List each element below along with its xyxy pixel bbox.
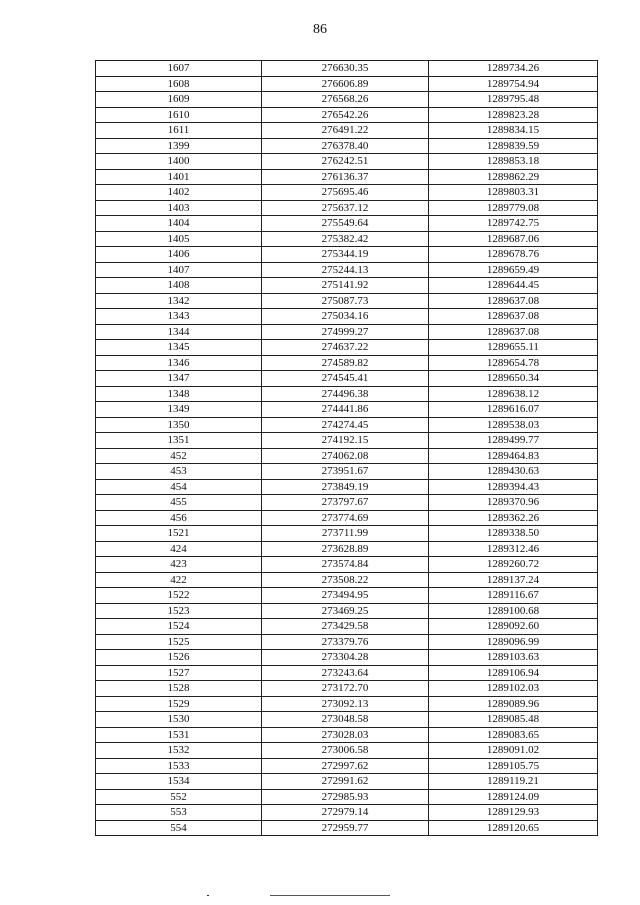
y-coordinate-cell: 1289638.12 (429, 386, 598, 402)
x-coordinate-cell: 274999.27 (262, 324, 429, 340)
table-row (96, 712, 598, 728)
table-row (96, 572, 598, 588)
table-row (96, 433, 598, 449)
y-coordinate-cell: 1289119.21 (429, 774, 598, 790)
y-coordinate-cell: 1289650.34 (429, 371, 598, 387)
point-number-cell: 422 (96, 572, 262, 588)
point-number-cell: 1525 (96, 634, 262, 650)
table-row (96, 743, 598, 759)
x-coordinate-cell: 273494.95 (262, 588, 429, 604)
point-number-cell: 554 (96, 820, 262, 836)
x-coordinate-cell: 276378.40 (262, 138, 429, 154)
y-coordinate-cell: 1289742.75 (429, 216, 598, 232)
table-row (96, 92, 598, 108)
x-coordinate-cell: 273379.76 (262, 634, 429, 650)
table-row (96, 758, 598, 774)
table-row (96, 107, 598, 123)
y-coordinate-cell: 1289362.26 (429, 510, 598, 526)
table-row (96, 665, 598, 681)
x-coordinate-cell: 273951.67 (262, 464, 429, 480)
x-coordinate-cell: 275344.19 (262, 247, 429, 263)
point-number-cell: 456 (96, 510, 262, 526)
point-number-cell: 1349 (96, 402, 262, 418)
y-coordinate-cell: 1289734.26 (429, 61, 598, 77)
y-coordinate-cell: 1289116.67 (429, 588, 598, 604)
x-coordinate-cell: 273243.64 (262, 665, 429, 681)
point-number-cell: 423 (96, 557, 262, 573)
y-coordinate-cell: 1289338.50 (429, 526, 598, 542)
y-coordinate-cell: 1289120.65 (429, 820, 598, 836)
point-number-cell: 1345 (96, 340, 262, 356)
point-number-cell: 453 (96, 464, 262, 480)
x-coordinate-cell: 273508.22 (262, 572, 429, 588)
point-number-cell: 1344 (96, 324, 262, 340)
y-coordinate-cell: 1289839.59 (429, 138, 598, 154)
point-number-cell: 1531 (96, 727, 262, 743)
table-row (96, 774, 598, 790)
x-coordinate-cell: 273006.58 (262, 743, 429, 759)
x-coordinate-cell: 274192.15 (262, 433, 429, 449)
point-number-cell: 1609 (96, 92, 262, 108)
footer-line (270, 895, 390, 896)
table-row (96, 355, 598, 371)
table-row (96, 805, 598, 821)
y-coordinate-cell: 1289644.45 (429, 278, 598, 294)
point-number-cell: 1406 (96, 247, 262, 263)
point-number-cell: 1524 (96, 619, 262, 635)
x-coordinate-cell: 276136.37 (262, 169, 429, 185)
x-coordinate-cell: 272979.14 (262, 805, 429, 821)
table-row (96, 76, 598, 92)
y-coordinate-cell: 1289687.06 (429, 231, 598, 247)
x-coordinate-cell: 274441.86 (262, 402, 429, 418)
point-number-cell: 1530 (96, 712, 262, 728)
point-number-cell: 1404 (96, 216, 262, 232)
y-coordinate-cell: 1289499.77 (429, 433, 598, 449)
table-row (96, 603, 598, 619)
x-coordinate-cell: 275141.92 (262, 278, 429, 294)
table-row (96, 526, 598, 542)
y-coordinate-cell: 1289105.75 (429, 758, 598, 774)
point-number-cell: 1403 (96, 200, 262, 216)
x-coordinate-cell: 275382.42 (262, 231, 429, 247)
table-row (96, 634, 598, 650)
x-coordinate-cell: 275549.64 (262, 216, 429, 232)
y-coordinate-cell: 1289106.94 (429, 665, 598, 681)
y-coordinate-cell: 1289124.09 (429, 789, 598, 805)
table-row (96, 448, 598, 464)
point-number-cell: 1527 (96, 665, 262, 681)
y-coordinate-cell: 1289083.65 (429, 727, 598, 743)
table-row (96, 309, 598, 325)
page-number: 86 (313, 22, 327, 37)
x-coordinate-cell: 273849.19 (262, 479, 429, 495)
y-coordinate-cell: 1289137.24 (429, 572, 598, 588)
table-row (96, 464, 598, 480)
y-coordinate-cell: 1289538.03 (429, 417, 598, 433)
x-coordinate-cell: 272997.62 (262, 758, 429, 774)
table-row (96, 324, 598, 340)
y-coordinate-cell: 1289754.94 (429, 76, 598, 92)
y-coordinate-cell: 1289678.76 (429, 247, 598, 263)
point-number-cell: 454 (96, 479, 262, 495)
table-row (96, 262, 598, 278)
point-number-cell: 1405 (96, 231, 262, 247)
table-row (96, 216, 598, 232)
point-number-cell: 424 (96, 541, 262, 557)
y-coordinate-cell: 1289659.49 (429, 262, 598, 278)
x-coordinate-cell: 273092.13 (262, 696, 429, 712)
coordinates-table-container (95, 60, 597, 836)
point-number-cell: 1529 (96, 696, 262, 712)
x-coordinate-cell: 273429.58 (262, 619, 429, 635)
table-row (96, 123, 598, 139)
table-row (96, 588, 598, 604)
y-coordinate-cell: 1289862.29 (429, 169, 598, 185)
x-coordinate-cell: 274637.22 (262, 340, 429, 356)
table-row (96, 371, 598, 387)
point-number-cell: 1347 (96, 371, 262, 387)
x-coordinate-cell: 272959.77 (262, 820, 429, 836)
y-coordinate-cell: 1289795.48 (429, 92, 598, 108)
y-coordinate-cell: 1289092.60 (429, 619, 598, 635)
y-coordinate-cell: 1289091.02 (429, 743, 598, 759)
table-row (96, 495, 598, 511)
point-number-cell: 1400 (96, 154, 262, 170)
point-number-cell: 1522 (96, 588, 262, 604)
footer-mark (207, 895, 209, 896)
table-row (96, 619, 598, 635)
table-row (96, 820, 598, 836)
point-number-cell: 1402 (96, 185, 262, 201)
y-coordinate-cell: 1289370.96 (429, 495, 598, 511)
x-coordinate-cell: 273628.89 (262, 541, 429, 557)
point-number-cell: 1532 (96, 743, 262, 759)
x-coordinate-cell: 273172.70 (262, 681, 429, 697)
coordinates-table (95, 60, 598, 836)
y-coordinate-cell: 1289637.08 (429, 309, 598, 325)
point-number-cell: 452 (96, 448, 262, 464)
y-coordinate-cell: 1289312.46 (429, 541, 598, 557)
point-number-cell: 1610 (96, 107, 262, 123)
x-coordinate-cell: 276630.35 (262, 61, 429, 77)
y-coordinate-cell: 1289096.99 (429, 634, 598, 650)
point-number-cell: 455 (96, 495, 262, 511)
point-number-cell: 1611 (96, 123, 262, 139)
x-coordinate-cell: 273048.58 (262, 712, 429, 728)
table-row (96, 402, 598, 418)
x-coordinate-cell: 273028.03 (262, 727, 429, 743)
table-row (96, 169, 598, 185)
point-number-cell: 1528 (96, 681, 262, 697)
table-row (96, 417, 598, 433)
table-row (96, 231, 598, 247)
point-number-cell: 1350 (96, 417, 262, 433)
x-coordinate-cell: 273469.25 (262, 603, 429, 619)
point-number-cell: 1523 (96, 603, 262, 619)
table-row (96, 789, 598, 805)
point-number-cell: 1521 (96, 526, 262, 542)
y-coordinate-cell: 1289464.83 (429, 448, 598, 464)
x-coordinate-cell: 273797.67 (262, 495, 429, 511)
x-coordinate-cell: 275087.73 (262, 293, 429, 309)
y-coordinate-cell: 1289823.28 (429, 107, 598, 123)
table-row (96, 185, 598, 201)
y-coordinate-cell: 1289260.72 (429, 557, 598, 573)
table-row (96, 293, 598, 309)
y-coordinate-cell: 1289853.18 (429, 154, 598, 170)
y-coordinate-cell: 1289430.63 (429, 464, 598, 480)
x-coordinate-cell: 275637.12 (262, 200, 429, 216)
y-coordinate-cell: 1289654.78 (429, 355, 598, 371)
y-coordinate-cell: 1289129.93 (429, 805, 598, 821)
x-coordinate-cell: 276242.51 (262, 154, 429, 170)
point-number-cell: 1408 (96, 278, 262, 294)
x-coordinate-cell: 273774.69 (262, 510, 429, 526)
x-coordinate-cell: 272991.62 (262, 774, 429, 790)
table-row (96, 479, 598, 495)
y-coordinate-cell: 1289394.43 (429, 479, 598, 495)
x-coordinate-cell: 274589.82 (262, 355, 429, 371)
point-number-cell: 1608 (96, 76, 262, 92)
point-number-cell: 1526 (96, 650, 262, 666)
point-number-cell: 1346 (96, 355, 262, 371)
y-coordinate-cell: 1289616.07 (429, 402, 598, 418)
table-row (96, 510, 598, 526)
point-number-cell: 1399 (96, 138, 262, 154)
table-row (96, 61, 598, 77)
table-row (96, 696, 598, 712)
x-coordinate-cell: 276568.26 (262, 92, 429, 108)
x-coordinate-cell: 272985.93 (262, 789, 429, 805)
table-row (96, 541, 598, 557)
x-coordinate-cell: 276491.22 (262, 123, 429, 139)
table-row (96, 138, 598, 154)
point-number-cell: 1343 (96, 309, 262, 325)
point-number-cell: 1342 (96, 293, 262, 309)
y-coordinate-cell: 1289834.15 (429, 123, 598, 139)
x-coordinate-cell: 273711.99 (262, 526, 429, 542)
point-number-cell: 1533 (96, 758, 262, 774)
table-row (96, 340, 598, 356)
y-coordinate-cell: 1289103.63 (429, 650, 598, 666)
y-coordinate-cell: 1289803.31 (429, 185, 598, 201)
y-coordinate-cell: 1289655.11 (429, 340, 598, 356)
point-number-cell: 552 (96, 789, 262, 805)
point-number-cell: 1407 (96, 262, 262, 278)
point-number-cell: 1607 (96, 61, 262, 77)
x-coordinate-cell: 275695.46 (262, 185, 429, 201)
y-coordinate-cell: 1289637.08 (429, 293, 598, 309)
y-coordinate-cell: 1289637.08 (429, 324, 598, 340)
x-coordinate-cell: 273574.84 (262, 557, 429, 573)
point-number-cell: 1348 (96, 386, 262, 402)
y-coordinate-cell: 1289102.03 (429, 681, 598, 697)
x-coordinate-cell: 274274.45 (262, 417, 429, 433)
table-row (96, 200, 598, 216)
point-number-cell: 1351 (96, 433, 262, 449)
point-number-cell: 553 (96, 805, 262, 821)
coordinates-table-body (96, 61, 598, 836)
y-coordinate-cell: 1289089.96 (429, 696, 598, 712)
table-row (96, 278, 598, 294)
x-coordinate-cell: 275034.16 (262, 309, 429, 325)
point-number-cell: 1401 (96, 169, 262, 185)
table-row (96, 154, 598, 170)
y-coordinate-cell: 1289085.48 (429, 712, 598, 728)
table-row (96, 650, 598, 666)
x-coordinate-cell: 274062.08 (262, 448, 429, 464)
table-row (96, 727, 598, 743)
table-row (96, 681, 598, 697)
table-row (96, 386, 598, 402)
x-coordinate-cell: 273304.28 (262, 650, 429, 666)
y-coordinate-cell: 1289100.68 (429, 603, 598, 619)
x-coordinate-cell: 275244.13 (262, 262, 429, 278)
y-coordinate-cell: 1289779.08 (429, 200, 598, 216)
table-row (96, 557, 598, 573)
x-coordinate-cell: 276542.26 (262, 107, 429, 123)
x-coordinate-cell: 276606.89 (262, 76, 429, 92)
x-coordinate-cell: 274496.38 (262, 386, 429, 402)
table-row (96, 247, 598, 263)
point-number-cell: 1534 (96, 774, 262, 790)
x-coordinate-cell: 274545.41 (262, 371, 429, 387)
